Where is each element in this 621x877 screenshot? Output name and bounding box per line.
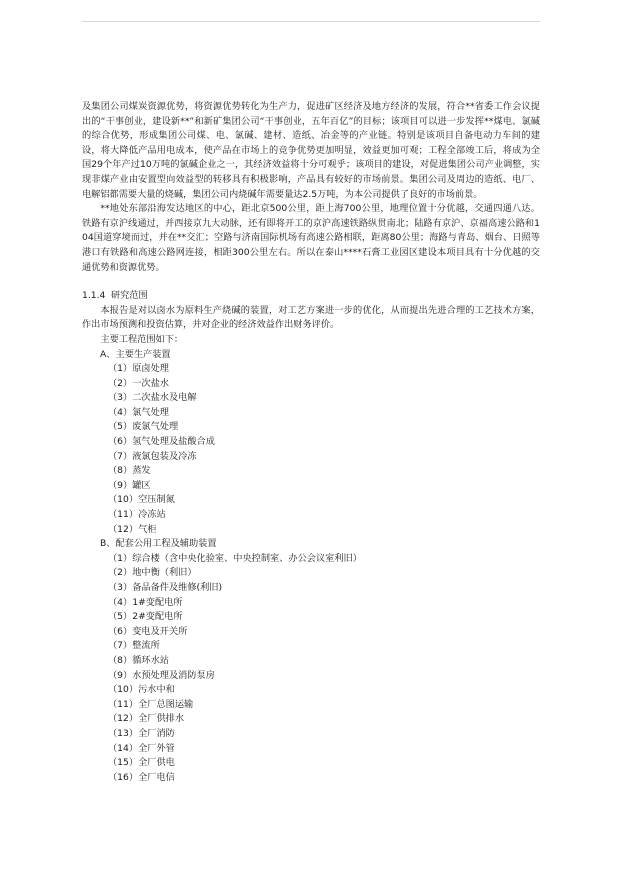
group-title: B、配套公用工程及辅助装置 (100, 538, 217, 550)
list-item: （8）蒸发 (108, 465, 151, 477)
list-item: （4）1#变配电所 (108, 596, 183, 608)
paragraph-location-advantage: **地处东部沿海发达地区的中心，距北京500公里，距上海700公里，地理位置十分优越，交通四通八达。 铁路有京沪线通过，并西接京九大动脉，还有即将开工的京沪高速铁路纵贯南北；陆路有京沪、京福高速公路和104国道穿境而过，并在**交汇；空路与济南国际机场有高速公路相联，距离80公里；海路与青岛、烟台、日照等港口有铁路和高速公路网连接，相距300公里左右。所以在泰山****石膏工业园区建设本项目具有十分优越的交通优势和资源优势。 (82, 203, 540, 273)
section-title: 研究范围 (110, 290, 148, 302)
section-heading (82, 289, 540, 304)
document-body (82, 100, 540, 785)
list-item: （10）空压制氮 (108, 494, 175, 506)
paragraph-resource-advantage: 及集团公司煤炭资源优势，将资源优势转化为生产力，促进矿区经济及地方经济的发展，符合**省委工作会议提出的“干事创业，建设新**”和新矿集团公司“干事创业，五年百亿”的目标；该项目可以进一步发挥**煤电、氯碱的综合优势，形成集团公司煤、电、氯碱、建材、造纸、冶金等的产业链。特别是该项目自备电动力车间的建设，将大降低产品用电成本，使产品在市场上的竞争优势更加明显，效益更加可观；工程全部竣工后，将成为全国29个年产过10万吨的氯碱企业之一，其经济效益将十分可观乎；该项目的建设，对促进集团公司产业调整，实现非煤产业由安置型向效益型的转移具有积极影响，产品具有较好的市场前景。集团公司及周边的造纸、电厂、电解铝都需要大量的烧碱，集团公司内烧碱年需要量达2.5万吨，为本公司提供了良好的市场前景。 (82, 101, 540, 200)
list-item: （7）液氯包装及冷冻 (108, 450, 197, 462)
list-item: （1）原卤处理 (108, 363, 169, 375)
list-item: （6）氢气处理及盐酸合成 (108, 436, 215, 448)
list-item: （3）二次盐水及电解 (108, 392, 197, 404)
list-item: （2）一次盐水 (108, 377, 169, 389)
list-item: （2）地中衡（利旧） (108, 567, 197, 579)
list-item: （5）2#变配电所 (108, 611, 183, 623)
list-item: （9）罐区 (108, 479, 151, 491)
scope-group-auxiliary (82, 537, 540, 785)
list-item: （4）氯气处理 (108, 406, 169, 418)
list-item: （1）综合楼（含中央化验室、中央控制室、办公会议室利旧） (108, 552, 362, 564)
section-number: 1.1.4 (82, 290, 106, 302)
scope-label: 主要工程范围如下： (100, 333, 184, 345)
list-item: （13）全厂消防 (108, 727, 175, 739)
list-item: （15）全厂供电 (108, 757, 175, 769)
list-item: （5）废氯气处理 (108, 421, 179, 433)
section-intro: 本报告是对以卤水为原料生产烧碱的装置，对工艺方案进一步的优化，从而提出先进合理的工艺技术方案，作出市场预测和投资估算，并对企业的经济效益作出财务评价。 (82, 304, 540, 331)
list-item: （8）循环水站 (108, 654, 169, 666)
list-item: （11）全厂总图运输 (108, 698, 194, 710)
list-item: （12）全厂供排水 (108, 713, 185, 725)
group-title: A、主要生产装置 (100, 348, 171, 360)
list-item: （9）水预处理及消防泵房 (108, 669, 215, 681)
header-rule (82, 21, 540, 22)
scope-group-main-production (82, 348, 540, 538)
list-item: （10）污水中和 (108, 684, 175, 696)
list-item: （11）冷冻站 (108, 509, 166, 521)
list-item: （6）变电及开关所 (108, 625, 188, 637)
list-item: （14）全厂外管 (108, 742, 175, 754)
list-item: （16）全厂电信 (108, 771, 175, 783)
list-item: （12）气柜 (108, 523, 157, 535)
list-item: （3）备品备件及维修(利旧) (108, 582, 223, 593)
list-item: （7）整流所 (108, 640, 160, 652)
